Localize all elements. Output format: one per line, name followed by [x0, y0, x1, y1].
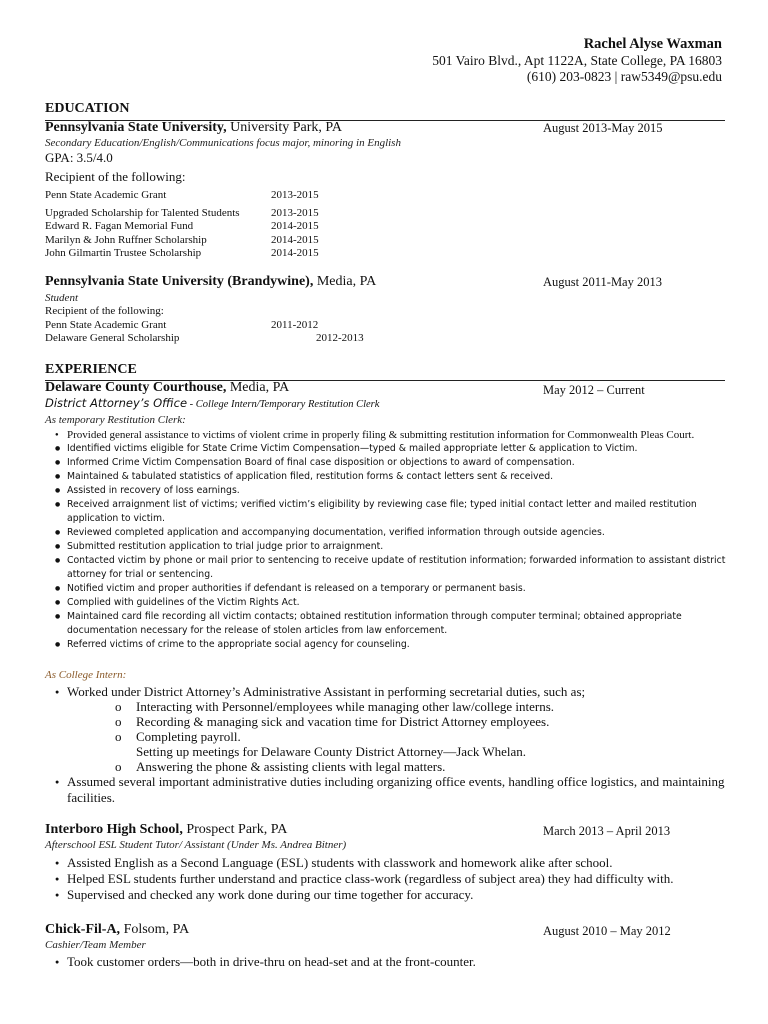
school-1-location: University Park, PA: [226, 120, 343, 135]
job-3-dates: August 2010 – May 2012: [543, 924, 671, 938]
list-item-text: Submitted restitution application to trial judge prior to arraignment.: [67, 541, 384, 552]
sub-item: Completing payroll.: [136, 729, 241, 744]
award-name: Penn State Academic Grant: [45, 319, 167, 331]
list-item-text: Assumed several important administrative duties including organizing office events, handling office logistics, and maintaining facilities.: [67, 774, 725, 805]
award-name: Marilyn & John Ruffner Scholarship: [45, 234, 207, 246]
list-item-text: Notified victim and proper authorities if defendant is released on a temporary or permanent basis.: [67, 583, 526, 594]
job-1-role-b: As College Intern:: [45, 669, 127, 681]
list-item-text: Took customer orders—both in drive-thru on head-set and at the front-counter.: [67, 954, 476, 969]
school-2-role: Student: [45, 292, 78, 304]
award-years: 2013-2015: [271, 207, 319, 219]
job-1-office-role: - College Intern/Temporary Restitution Clerk: [187, 399, 380, 410]
school-2-heading: [45, 274, 376, 290]
list-item-text: Maintained card file recording all victim contacts; obtained restitution information through computer terminal; obtained appropriate documentation necessary for the release of stolen articles from law enforcement.: [67, 611, 682, 636]
list-item-text: Complied with guidelines of the Victim Rights Act.: [67, 597, 300, 608]
job-1-heading: [45, 380, 289, 396]
list-item-text: Reviewed completed application and accompanying documentation, verified information through outside agencies.: [67, 527, 605, 538]
school-1-dates: August 2013-May 2015: [543, 121, 663, 135]
job-1-office: [45, 396, 379, 410]
section-heading-experience: EXPERIENCE: [45, 362, 137, 377]
list-item: [45, 871, 725, 887]
job-1-name: Delaware County Courthouse,: [45, 380, 227, 395]
job-3-role: Cashier/Team Member: [45, 939, 146, 951]
job-3-name: Chick-Fil-A,: [45, 922, 121, 937]
job-3-location: Folsom, PA: [120, 922, 190, 937]
school-2-recipient-label: Recipient of the following:: [45, 305, 164, 317]
address: 501 Vairo Blvd., Apt 1122A, State College, PA 16803: [432, 53, 722, 68]
job-2-heading: [45, 822, 287, 838]
school-1-recipient-label: Recipient of the following:: [45, 169, 186, 184]
job-2-dates: March 2013 – April 2013: [543, 824, 671, 838]
job-1-location: Media, PA: [226, 380, 290, 395]
sub-marker: o: [115, 759, 122, 774]
school-2-dates: August 2011-May 2013: [543, 275, 662, 289]
job-1-office-name: District Attorney’s Office: [45, 396, 188, 410]
list-item-text: Worked under District Attorney’s Administrative Assistant in performing secretarial duties, such as;: [67, 684, 586, 699]
school-1-name: Pennsylvania State University,: [45, 120, 227, 135]
job-2-bullet-list: [45, 855, 725, 903]
list-item: [45, 638, 735, 652]
list-item: [45, 582, 735, 596]
award-years: 2014-2015: [271, 234, 319, 246]
list-item: [45, 442, 735, 456]
sub-marker: o: [115, 714, 122, 729]
list-item-text: Contacted victim by phone or mail prior to sentencing to receive update of restitution information; forwarded information to assistant district attorney for trial or sentencing.: [67, 555, 726, 580]
job-1-bullet-list-b1: [45, 684, 725, 700]
award-years: 2012-2013: [316, 332, 364, 344]
award-years: 2013-2015: [271, 189, 319, 201]
list-item: [45, 456, 735, 470]
job-1-bullet-list-a: [45, 428, 735, 652]
award-name: Delaware General Scholarship: [45, 332, 180, 344]
award-name: Edward R. Fagan Memorial Fund: [45, 220, 194, 232]
award-years: 2014-2015: [271, 220, 319, 232]
list-item: [45, 855, 725, 871]
list-item: [45, 526, 735, 540]
list-item-text: Helped ESL students further understand and practice class-work (regardless of subject area) they had difficulty with.: [67, 871, 674, 886]
award-name: Penn State Academic Grant: [45, 189, 167, 201]
list-item: [45, 954, 725, 970]
list-item: [45, 887, 725, 903]
list-item: [45, 428, 735, 442]
job-1-bullet-list-b2: [45, 774, 725, 806]
list-item: [45, 554, 735, 582]
sub-item: Setting up meetings for Delaware County District Attorney—Jack Whelan.: [136, 744, 527, 759]
list-item-text: Received arraignment list of victims; verified victim’s eligibility by reviewing case file; typed initial contact letter and mailed restitution application to victim.: [67, 499, 697, 524]
list-item-text: Assisted English as a Second Language (ESL) students with classwork and homework alike after school.: [67, 855, 613, 870]
school-1-focus: Secondary Education/English/Communications focus major, minoring in English: [45, 137, 401, 149]
list-item-text: Referred victims of crime to the appropriate social agency for counseling.: [67, 639, 410, 650]
list-item: [45, 498, 735, 526]
sub-item: Interacting with Personnel/employees while managing other law/college interns.: [136, 699, 555, 714]
job-2-role: Afterschool ESL Student Tutor/ Assistant (Under Ms. Andrea Bitner): [45, 839, 347, 851]
job-1-role-a: As temporary Restitution Clerk:: [45, 414, 186, 426]
award-name: John Gilmartin Trustee Scholarship: [45, 247, 202, 259]
school-2-location: Media, PA: [313, 274, 377, 289]
list-item-text: Informed Crime Victim Compensation Board of final case disposition or objections to award of compensation.: [67, 457, 575, 468]
job-1-dates: May 2012 – Current: [543, 383, 645, 397]
sub-item: Recording & managing sick and vacation time for District Attorney employees.: [136, 714, 550, 729]
list-item-text: Identified victims eligible for State Crime Victim Compensation—typed & mailed appropriate letter & application to Victim.: [67, 443, 638, 454]
list-item: [45, 596, 735, 610]
list-item: [45, 540, 735, 554]
job-3-heading: [45, 922, 189, 938]
list-item: [45, 774, 725, 806]
resume-name: Rachel Alyse Waxman: [583, 36, 722, 52]
school-1-gpa: GPA: 3.5/4.0: [45, 150, 113, 165]
award-years: 2014-2015: [271, 247, 319, 259]
list-item-text: Supervised and checked any work done during our time together for accuracy.: [67, 887, 474, 902]
contact-info: (610) 203-0823 | raw5349@psu.edu: [526, 69, 722, 84]
list-item: [45, 684, 725, 700]
sub-marker: o: [115, 699, 122, 714]
list-item: [45, 610, 735, 638]
section-heading-education: EDUCATION: [45, 101, 130, 116]
sub-item: Answering the phone & assisting clients with legal matters.: [136, 759, 446, 774]
list-item: [45, 484, 735, 498]
award-years: 2011-2012: [271, 319, 319, 331]
list-item-text: Provided general assistance to victims of violent crime in properly filing & submitting restitution information for Commonwealth Pleas Court.: [67, 429, 695, 441]
list-item-text: Assisted in recovery of loss earnings.: [67, 485, 240, 496]
list-item-text: Maintained & tabulated statistics of application filed, restitution forms & contact letters sent & received.: [67, 471, 554, 482]
award-name: Upgraded Scholarship for Talented Students: [45, 207, 240, 219]
job-3-bullet-list: [45, 954, 725, 970]
job-2-location: Prospect Park, PA: [182, 822, 288, 837]
job-2-name: Interboro High School,: [45, 822, 183, 837]
school-1-heading: [45, 120, 342, 136]
school-2-name: Pennsylvania State University (Brandywine),: [45, 274, 314, 289]
sub-marker: o: [115, 729, 122, 744]
list-item: [45, 470, 735, 484]
